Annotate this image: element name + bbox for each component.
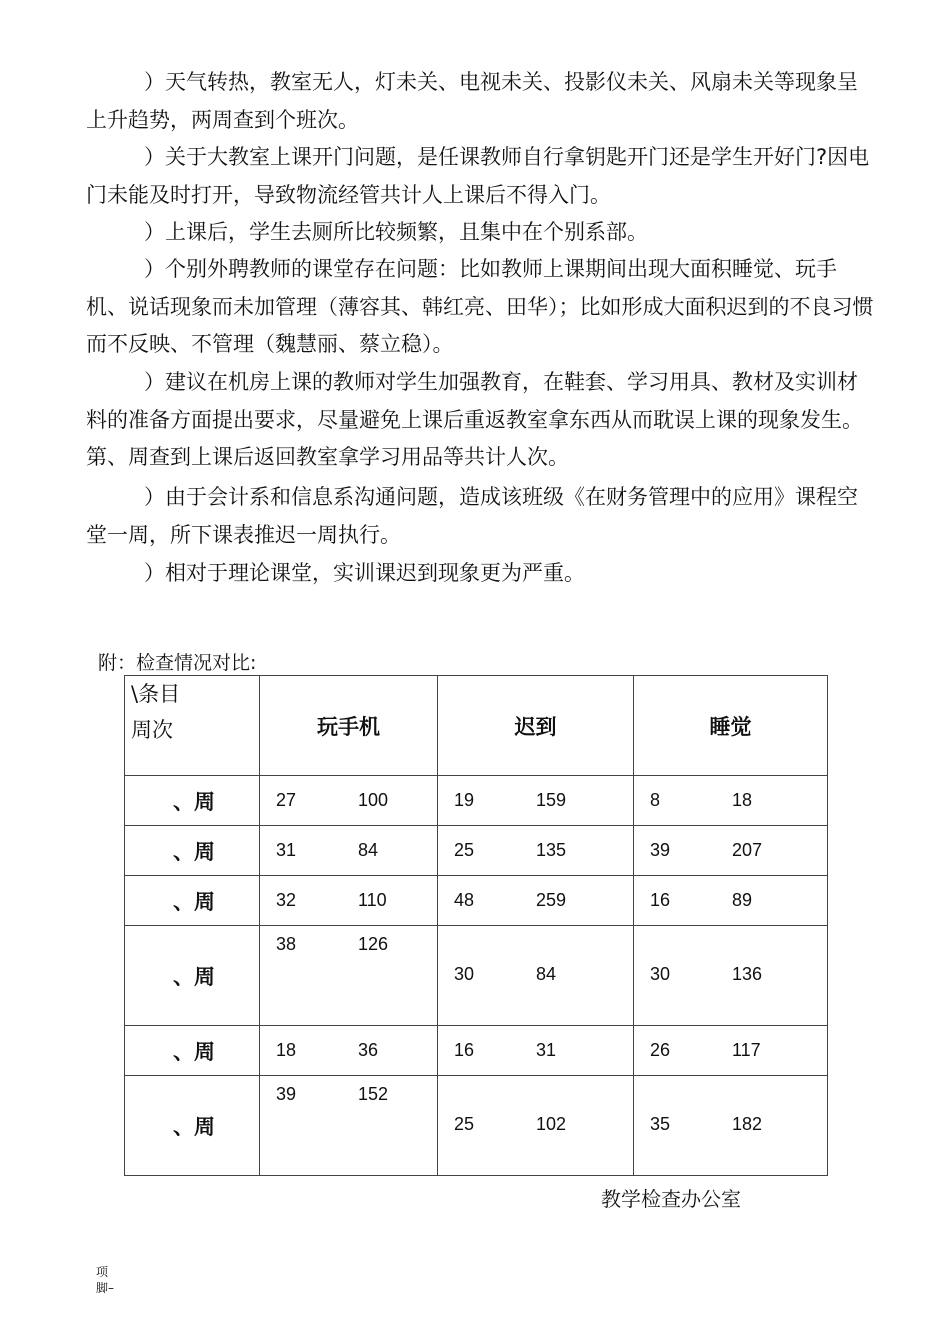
paragraph-7: ）相对于理论课堂，实训课迟到现象更为严重。 bbox=[144, 561, 585, 585]
cell-value: 30 bbox=[650, 964, 671, 984]
paragraph-1: ）天气转热，教室无人，灯未关、电视未关、投影仪未关、风扇未关等现象呈上升趋势，两周查到个班次。 bbox=[86, 70, 858, 132]
table-row bbox=[125, 776, 828, 826]
paragraph-4: ）个别外聘教师的课堂存在问题：比如教师上课期间出现大面积睡觉、玩手机、说话现象而未加管理（薄容其、韩红亮、田华）；比如形成大面积迟到的不良习惯而不反映、不管理（魏慧丽、蔡立稳）。 bbox=[86, 257, 874, 356]
table-row bbox=[125, 876, 828, 926]
table-row bbox=[125, 1076, 828, 1176]
table-header-row bbox=[125, 676, 828, 776]
cell-value: 100 bbox=[358, 790, 389, 810]
page-footer bbox=[96, 1264, 114, 1296]
table-cell bbox=[438, 1026, 634, 1076]
table-cell bbox=[438, 776, 634, 826]
corner-header bbox=[125, 676, 260, 776]
table-cell bbox=[438, 926, 634, 1026]
table-cell bbox=[260, 1076, 438, 1176]
week-label: 、周 bbox=[125, 776, 260, 826]
paragraph-3: ）上课后，学生去厕所比较频繁，且集中在个别系部。 bbox=[144, 220, 648, 244]
week-label: 、周 bbox=[125, 826, 260, 876]
table-cell bbox=[260, 826, 438, 876]
cell-value: 30 bbox=[454, 964, 475, 984]
cell-value: 16 bbox=[454, 1040, 475, 1060]
footer-line-2: 脚– bbox=[96, 1281, 115, 1295]
week-label: 、周 bbox=[125, 876, 260, 926]
table-cell bbox=[634, 926, 828, 1026]
cell-value: 27 bbox=[276, 790, 297, 810]
cell-value: 18 bbox=[732, 790, 753, 810]
week-label: 、周 bbox=[125, 1076, 260, 1176]
table-cell bbox=[438, 1076, 634, 1176]
table-cell bbox=[634, 776, 828, 826]
cell-value: 182 bbox=[732, 1114, 763, 1134]
week-label: 、周 bbox=[125, 926, 260, 1026]
cell-value: 39 bbox=[650, 840, 671, 860]
paragraph-2: ）关于大教室上课开门问题，是任课教师自行拿钥匙开门还是学生开好门?因电门未能及时打开，导致物流经管共计人上课后不得入门。 bbox=[86, 145, 870, 207]
cell-value: 38 bbox=[276, 934, 297, 954]
cell-value: 136 bbox=[732, 964, 763, 984]
table-row bbox=[125, 1026, 828, 1076]
cell-value: 89 bbox=[732, 890, 753, 910]
cell-value: 48 bbox=[454, 890, 475, 910]
cell-value: 16 bbox=[650, 890, 671, 910]
cell-value: 25 bbox=[454, 1114, 475, 1134]
table-row bbox=[125, 826, 828, 876]
corner-week-label: 周次 bbox=[131, 718, 173, 742]
table-cell bbox=[260, 926, 438, 1026]
cell-value: 31 bbox=[536, 1040, 557, 1060]
cell-value: 18 bbox=[276, 1040, 297, 1060]
table-cell bbox=[634, 826, 828, 876]
cell-value: 8 bbox=[650, 790, 661, 810]
table-cell bbox=[260, 1026, 438, 1076]
table-cell bbox=[634, 876, 828, 926]
appendix-title: 附：检查情况对比: bbox=[98, 652, 257, 674]
cell-value: 159 bbox=[536, 790, 567, 810]
inspection-comparison-table bbox=[124, 675, 828, 1176]
cell-value: 152 bbox=[358, 1084, 389, 1104]
column-header-sleep: 睡觉 bbox=[634, 676, 828, 776]
cell-value: 117 bbox=[732, 1040, 761, 1060]
column-header-late: 迟到 bbox=[438, 676, 634, 776]
cell-value: 207 bbox=[732, 840, 763, 860]
cell-value: 39 bbox=[276, 1084, 297, 1104]
table-row bbox=[125, 926, 828, 1026]
table-cell bbox=[634, 1076, 828, 1176]
cell-value: 19 bbox=[454, 790, 475, 810]
cell-value: 84 bbox=[358, 840, 379, 860]
week-label: 、周 bbox=[125, 1026, 260, 1076]
cell-value: 110 bbox=[358, 890, 387, 910]
signature-office: 教学检查办公室 bbox=[601, 1187, 741, 1211]
cell-value: 84 bbox=[536, 964, 557, 984]
table-cell bbox=[438, 826, 634, 876]
cell-value: 26 bbox=[650, 1040, 671, 1060]
cell-value: 25 bbox=[454, 840, 475, 860]
table-cell bbox=[438, 876, 634, 926]
cell-value: 102 bbox=[536, 1114, 567, 1134]
cell-value: 32 bbox=[276, 890, 297, 910]
corner-item-label: \条目 bbox=[131, 682, 181, 706]
table-cell bbox=[260, 776, 438, 826]
paragraph-5: ）建议在机房上课的教师对学生加强教育，在鞋套、学习用具、教材及实训材料的准备方面提出要求，尽量避免上课后重返教室拿东西从而耽误上课的现象发生。第、周查到上课后返回教室拿学习用品等共计人次。 bbox=[86, 370, 863, 469]
cell-value: 31 bbox=[276, 840, 297, 860]
cell-value: 36 bbox=[358, 1040, 379, 1060]
paragraph-6: ）由于会计系和信息系沟通问题，造成该班级《在财务管理中的应用》课程空堂一周，所下课表推迟一周执行。 bbox=[86, 485, 858, 547]
cell-value: 126 bbox=[358, 934, 389, 954]
table-cell bbox=[634, 1026, 828, 1076]
cell-value: 135 bbox=[536, 840, 567, 860]
table-cell bbox=[260, 876, 438, 926]
cell-value: 259 bbox=[536, 890, 567, 910]
footer-line-1: 项 bbox=[96, 1265, 109, 1279]
column-header-phone: 玩手机 bbox=[260, 676, 438, 776]
cell-value: 35 bbox=[650, 1114, 671, 1134]
